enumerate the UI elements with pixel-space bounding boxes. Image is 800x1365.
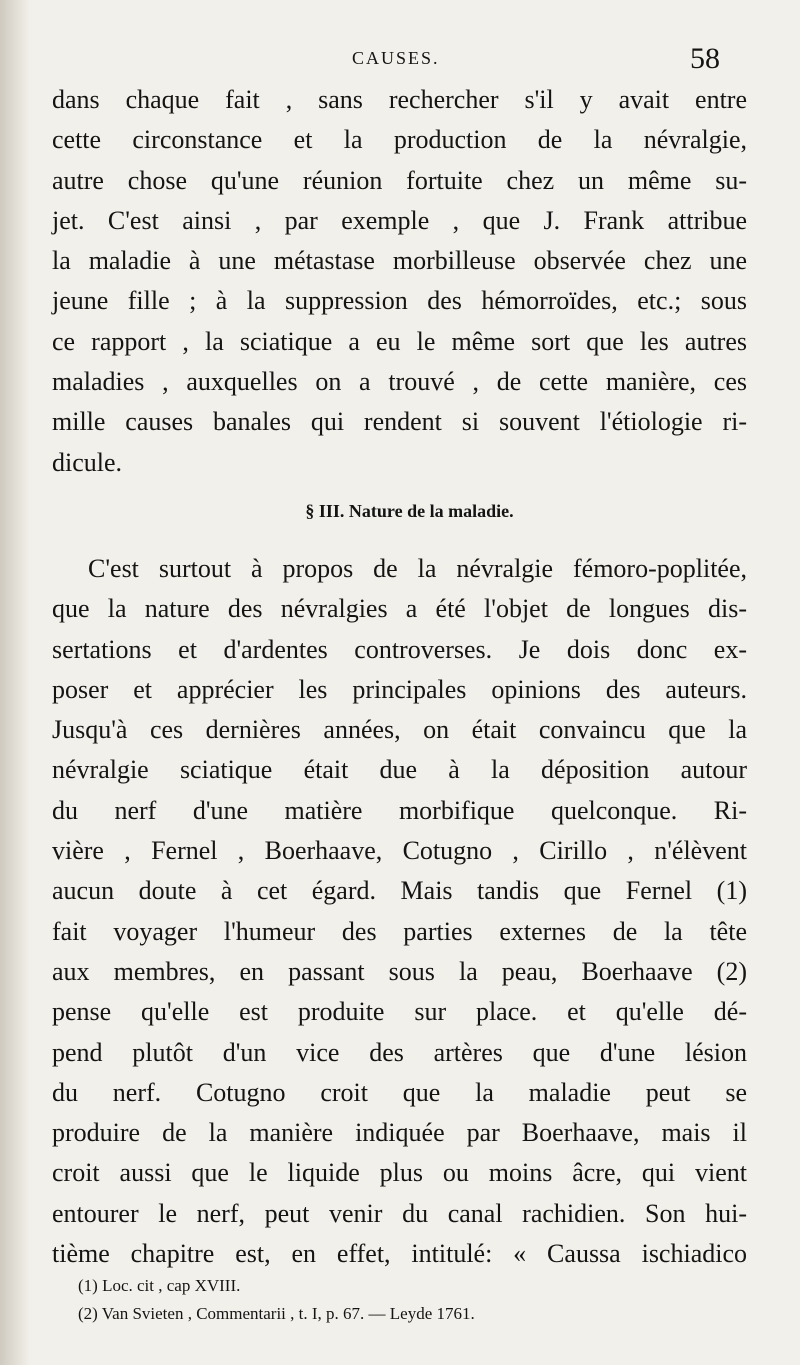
- text-line: que la nature des névralgies a été l'objet de longues dis-: [52, 594, 747, 624]
- text-line: la maladie à une métastase morbilleuse observée chez une: [52, 246, 747, 276]
- text-line: fait voyager l'humeur des parties externes de la tête: [52, 916, 747, 946]
- text-line: dans chaque fait , sans rechercher s'il y avait entre: [52, 85, 747, 114]
- text-line: névralgie sciatique était due à la déposition autour: [52, 755, 747, 785]
- footnote-1: (1) Loc. cit , cap XVIII.: [78, 1276, 241, 1295]
- text-line: jet. C'est ainsi , par exemple , que J. Frank attribue: [52, 205, 747, 235]
- text-line: C'est surtout à propos de la névralgie fémoro-poplitée,: [88, 553, 747, 583]
- text-line: tième chapitre est, en effet, intitulé: « Caussa ischiadico: [52, 1239, 747, 1269]
- text-line: jeune fille ; à la suppression des hémorroïdes, etc.; sous: [52, 286, 747, 316]
- footnotes: [78, 1272, 738, 1328]
- text-line: cette circonstance et la production de la névralgie,: [52, 125, 747, 155]
- running-title: CAUSES.: [352, 48, 440, 68]
- text-line: ce rapport , la sciatique a eu le même sort que les autres: [52, 326, 747, 356]
- text-line: croit aussi que le liquide plus ou moins âcre, qui vient: [52, 1158, 747, 1188]
- text-line: autre chose qu'une réunion fortuite chez un même su-: [52, 165, 747, 195]
- text-line: dicule.: [52, 447, 123, 477]
- text-line: du nerf. Cotugno croit que la maladie peut se: [52, 1077, 747, 1107]
- page-header: [0, 42, 800, 78]
- text-line: vière , Fernel , Boerhaave, Cotugno , Cirillo , n'élèvent: [52, 836, 747, 866]
- text-line: produire de la manière indiquée par Boerhaave, mais il: [52, 1118, 747, 1148]
- text-line: Jusqu'à ces dernières années, on était convaincu que la: [52, 715, 747, 745]
- text-line: du nerf d'une matière morbifique quelconque. Ri-: [52, 795, 747, 825]
- paragraph-causes: [52, 80, 747, 483]
- text-line: aux membres, en passant sous la peau, Boerhaave (2): [52, 956, 747, 986]
- footnote-separator: [78, 1262, 198, 1263]
- text-line: sertations et d'ardentes controverses. Je dois donc ex-: [52, 634, 747, 664]
- text-line: pend plutôt d'un vice des artères que d'une lésion: [52, 1037, 747, 1067]
- page-gutter-shadow: [0, 0, 30, 1365]
- section-heading: § III. Nature de la maladie.: [305, 500, 514, 521]
- text-line: entourer le nerf, peut venir du canal rachidien. Son hui-: [52, 1198, 747, 1228]
- text-line: pense qu'elle est produite sur place. et qu'elle dé-: [52, 997, 747, 1027]
- footnote-2: (2) Van Svieten , Commentarii , t. I, p. 67. — Leyde 1761.: [78, 1304, 475, 1323]
- text-line: mille causes banales qui rendent si souvent l'étiologie ri-: [52, 407, 747, 437]
- text-line: maladies , auxquelles on a trouvé , de cette manière, ces: [52, 367, 747, 397]
- text-line: poser et apprécier les principales opinions des auteurs.: [52, 674, 747, 704]
- text-line: aucun doute à cet égard. Mais tandis que Fernel (1): [52, 876, 747, 906]
- paragraph-nature: [52, 549, 747, 1274]
- body-text: [52, 80, 747, 1274]
- page-number: 58: [690, 42, 720, 75]
